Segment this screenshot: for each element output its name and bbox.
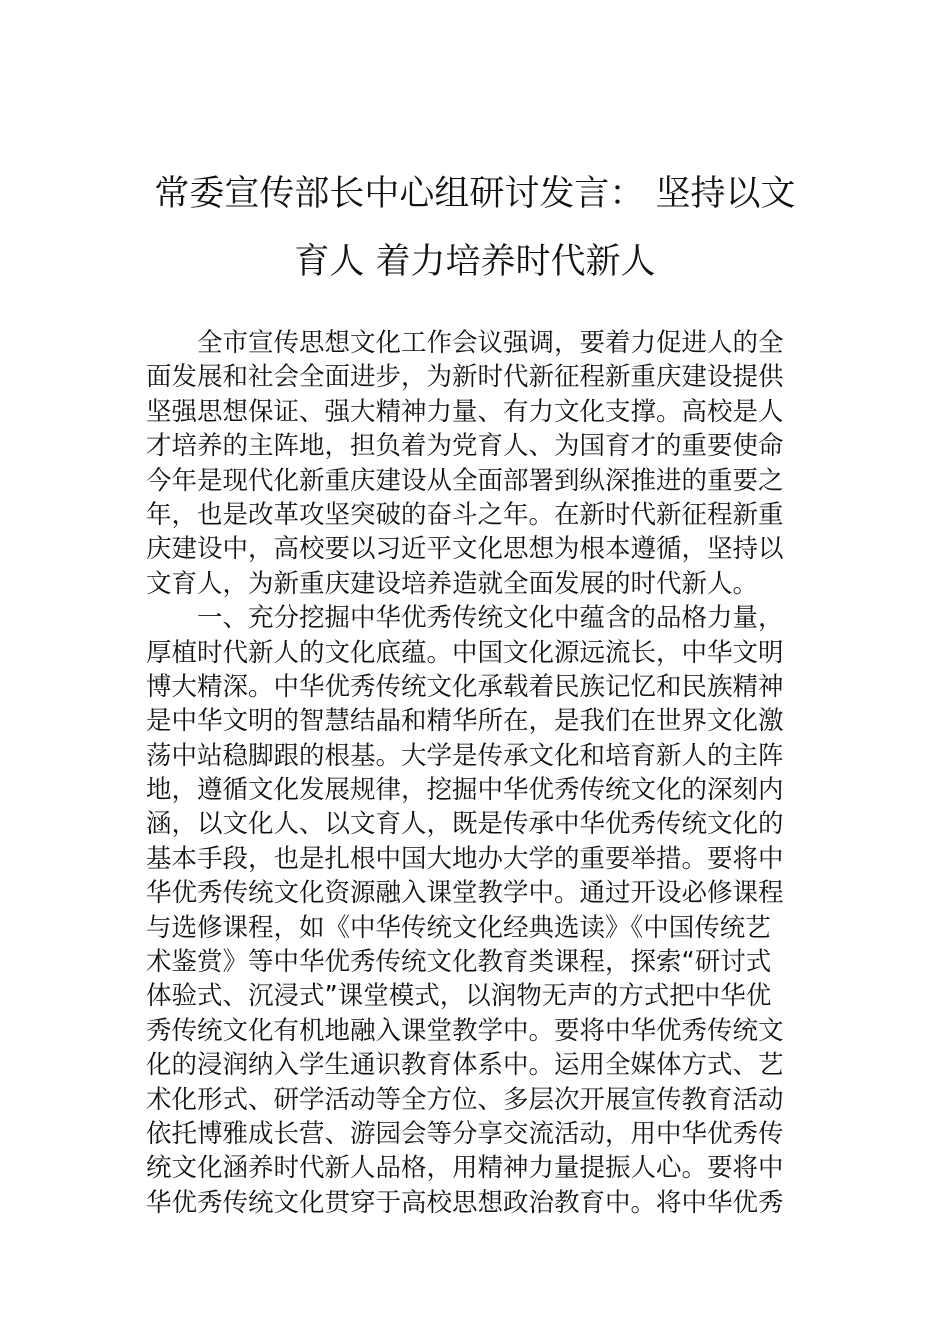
paragraph-line: 术化形式、研学活动等全方位、多层次开展宣传教育活动	[146, 1084, 784, 1115]
paragraph-line: 华优秀传统文化资源融入课堂教学中。通过开设必修课程	[146, 878, 784, 909]
paragraph-line: 依托博雅成长营、游园会等分享交流活动，用中华优秀传	[146, 1118, 784, 1149]
paragraph-line: 全市宣传思想文化工作会议强调，要着力促进人的全	[197, 328, 784, 358]
paragraph-line: 文育人，为新重庆建设培养造就全面发展的时代新人。	[146, 568, 759, 599]
paragraph-line: 荡中站稳脚跟的根基。大学是传承文化和培育新人的主阵	[146, 740, 784, 771]
paragraph-line: 术鉴赏》等中华优秀传统文化教育类课程，探索“研讨式	[146, 947, 772, 978]
paragraph-line: 坚强思想保证、强大精神力量、有力文化支撑。高校是人	[146, 396, 784, 427]
paragraph-line: 年，也是改革攻坚突破的奋斗之年。在新时代新征程新重	[146, 499, 784, 530]
paragraph-line: 秀传统文化有机地融入课堂教学中。要将中华优秀传统文	[146, 1015, 784, 1046]
paragraph-line: 体验式、沉浸式”课堂模式，以润物无声的方式把中华优	[146, 981, 772, 1012]
paragraph-line: 统文化涵养时代新人品格，用精神力量提振人心。要将中	[146, 1153, 784, 1184]
title-line-2: 育人 着力培养时代新人	[294, 242, 656, 282]
paragraph-line: 今年是现代化新重庆建设从全面部署到纵深推进的重要之	[146, 465, 784, 496]
paragraph-line: 化的浸润纳入学生通识教育体系中。运用全媒体方式、艺	[146, 1050, 784, 1081]
document-body	[146, 326, 810, 1220]
paragraph-line: 是中华文明的智慧结晶和精华所在，是我们在世界文化激	[146, 706, 784, 737]
paragraph-line: 与选修课程，如《中华传统文化经典选读》《中国传统艺	[146, 912, 771, 943]
paragraph-line: 面发展和社会全面进步，为新时代新征程新重庆建设提供	[146, 362, 784, 393]
paragraph-line: 庆建设中，高校要以习近平文化思想为根本遵循，坚持以	[146, 534, 784, 565]
paragraph-line: 博大精深。中华优秀传统文化承载着民族记忆和民族精神	[146, 671, 784, 702]
paragraph-line: 地，遵循文化发展规律，挖掘中华优秀传统文化的深刻内	[146, 775, 784, 806]
paragraph-line: 基本手段，也是扎根中国大地办大学的重要举措。要将中	[146, 843, 784, 874]
document-title	[145, 160, 805, 296]
title-line-1: 常委宣传部长中心组研讨发言： 坚持以文	[154, 174, 796, 214]
section-heading-line: 一、充分挖掘中华优秀传统文化中蕴含的品格力量，	[197, 603, 784, 634]
paragraph-line: 厚植时代新人的文化底蕴。中国文化源远流长，中华文明	[146, 637, 784, 668]
paragraph-line: 华优秀传统文化贯穿于高校思想政治教育中。将中华优秀	[146, 1187, 784, 1218]
paragraph-line: 涵，以文化人、以文育人，既是传承中华优秀传统文化的	[146, 809, 784, 840]
paragraph-line: 才培养的主阵地，担负着为党育人、为国育才的重要使命	[146, 431, 784, 462]
